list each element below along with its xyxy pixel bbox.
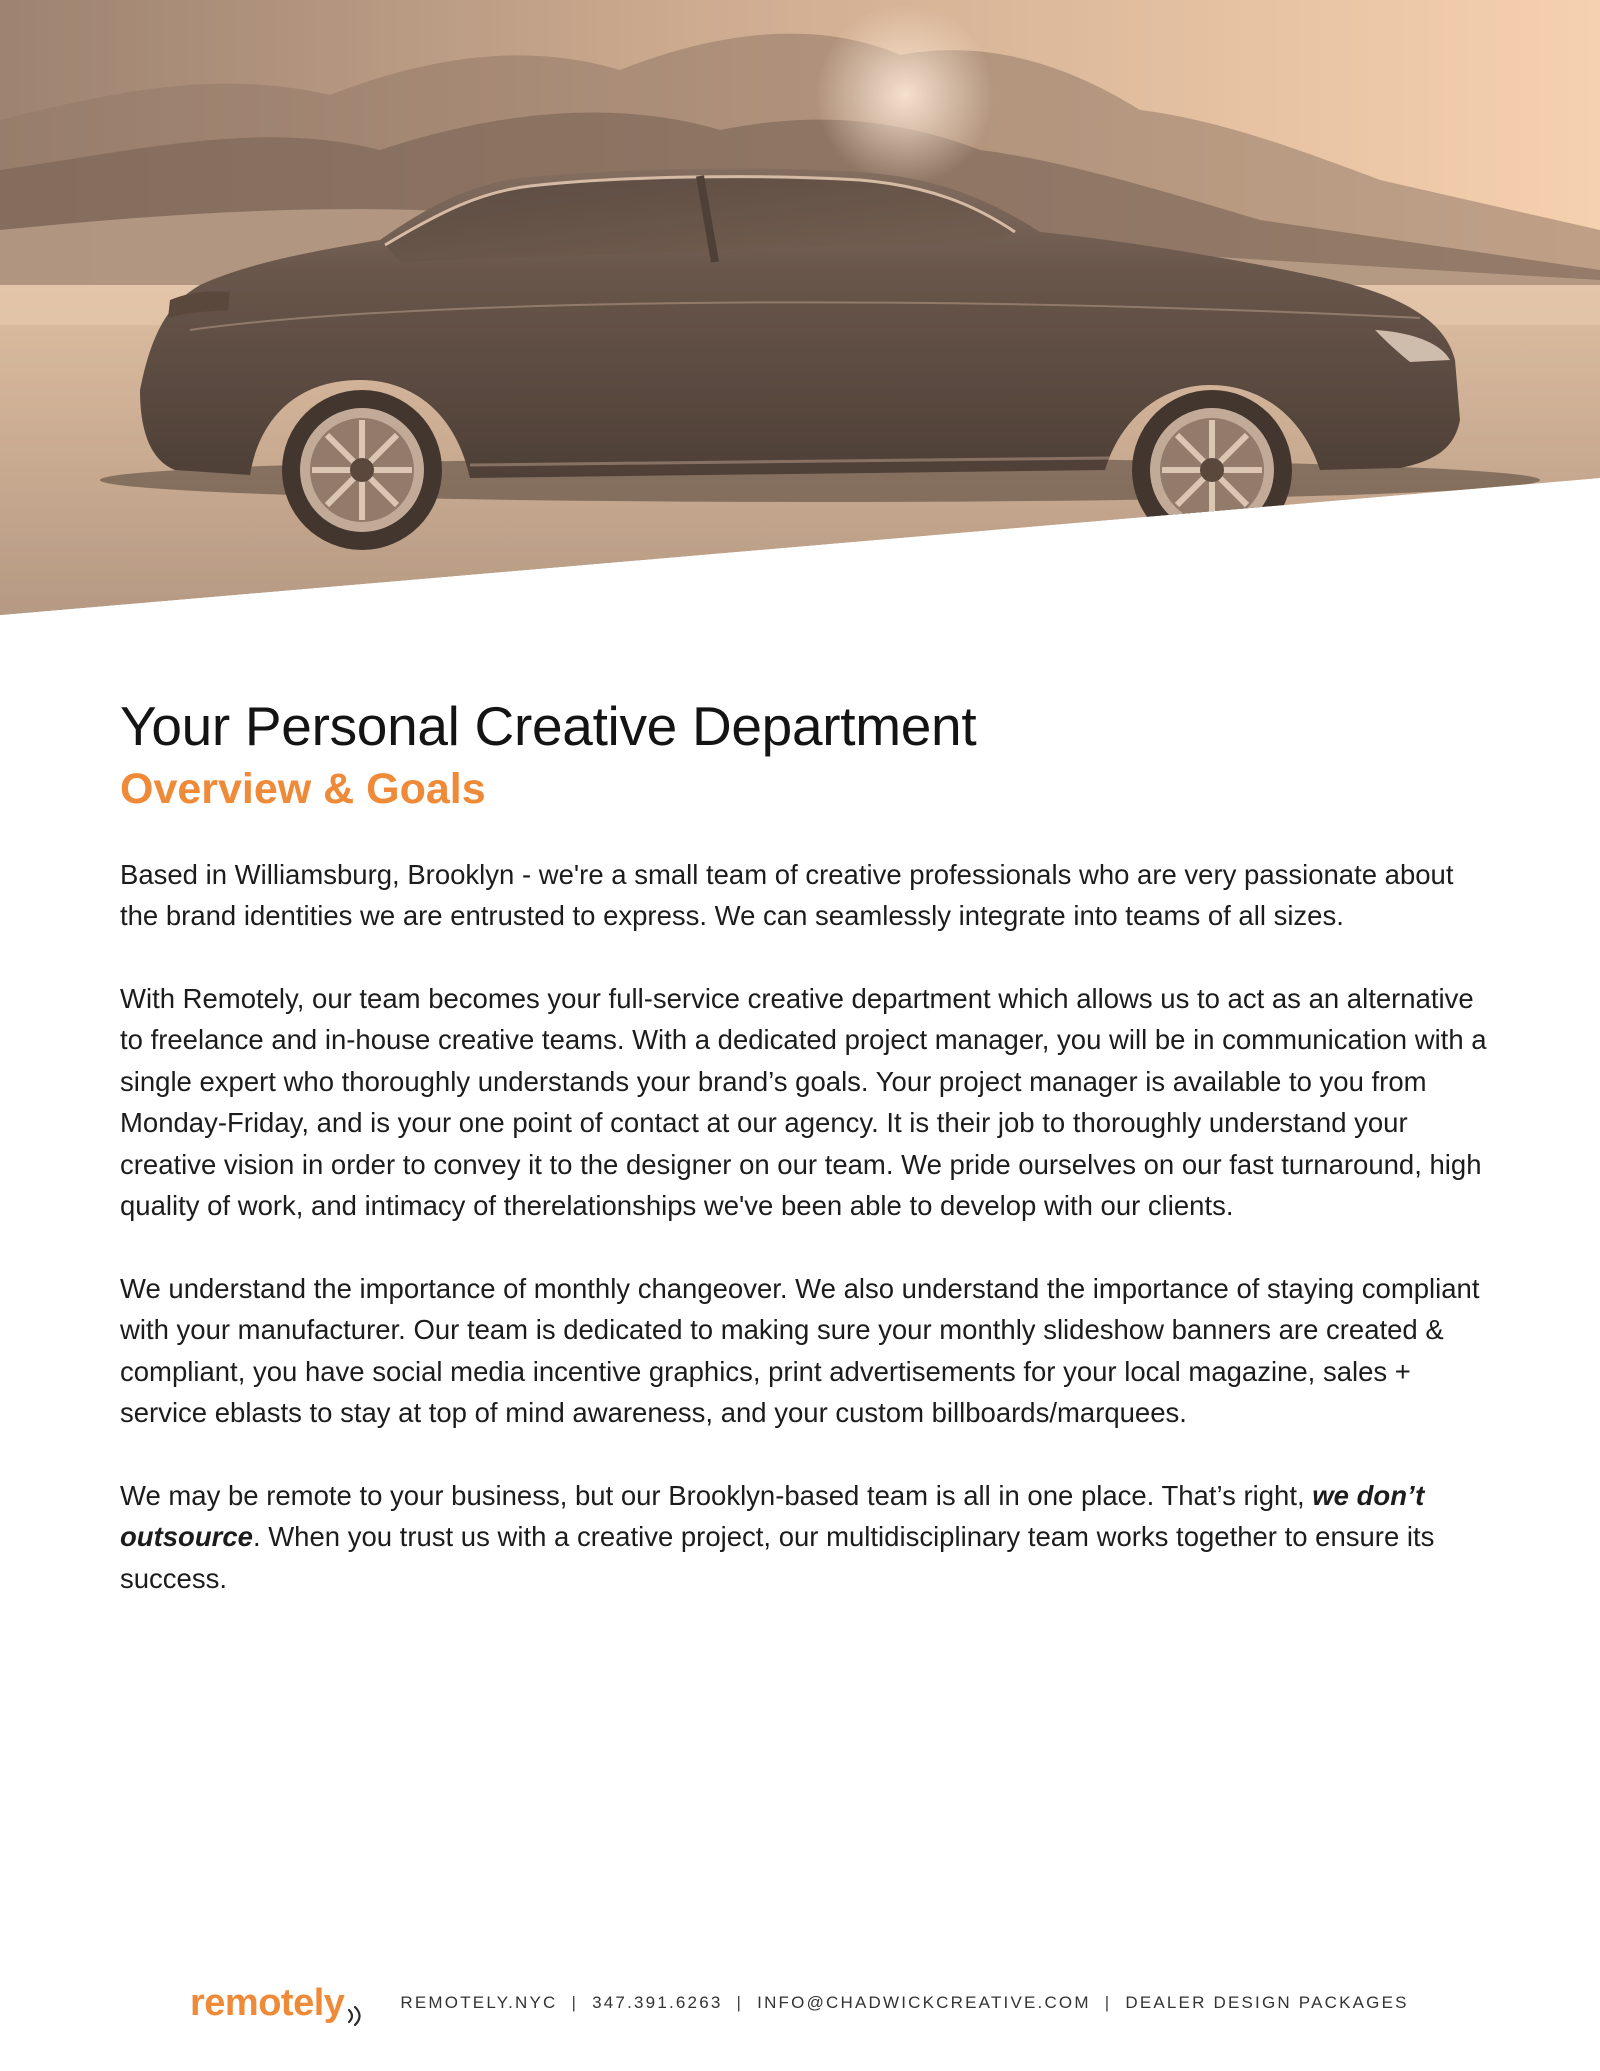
paragraph-team-text-after: . When you trust us with a creative project, our multidisciplinary team works together to ensure its success. (120, 1521, 1435, 1594)
footer-website-link[interactable]: REMOTELY.NYC (400, 1993, 558, 2012)
document-body (120, 695, 1490, 1640)
paragraph-compliance: We understand the importance of monthly changeover. We also understand the importance of staying compliant with your manufacturer. Our team is dedicated to making sure your monthly slideshow banners are created & compliant, you have social media incentive graphics, print advertisements for your local magazine, sales + service eblasts to stay at top of mind awareness, and your custom billboards/marquees. (120, 1272, 1480, 1429)
hero-car-illustration (0, 0, 1600, 620)
footer-tagline: DEALER DESIGN PACKAGES (1125, 1993, 1409, 2012)
footer-separator: | (1104, 1993, 1112, 2012)
logo-text: remotely (190, 1982, 345, 2024)
paragraph-intro: Based in Williamsburg, Brooklyn - we're a small team of creative professionals who are very passionate about the brand identities we are entrusted to express. We can seamlessly integrate into teams of all sizes. (120, 858, 1454, 932)
footer-phone[interactable]: 347.391.6263 (592, 1993, 723, 2012)
page-subtitle: Overview & Goals (120, 765, 486, 814)
paragraph-team-text-before: We may be remote to your business, but our Brooklyn-based team is all in one place. That’s right, (120, 1479, 1313, 1511)
paragraph-team (120, 1475, 1490, 1600)
remotely-logo (190, 1984, 366, 2022)
paragraph-team-emphasis: we don’t outsource (120, 1479, 1425, 1553)
page-title: Your Personal Creative Department (120, 695, 977, 757)
footer-separator: | (736, 1993, 744, 2012)
footer-email-link[interactable]: INFO@CHADWICKCREATIVE.COM (757, 1993, 1091, 2012)
signal-waves-icon (346, 2004, 366, 2026)
hero-image (0, 0, 1600, 620)
paragraph-service: With Remotely, our team becomes your full-service creative department which allows us to act as an alternative to freelance and in-house creative teams. With a dedicated project manager, you will be in communication with a single expert who thoroughly understands your brand’s goals. Your project manager is available to you from Monday-Friday, and is your one point of contact at our agency. It is their job to thoroughly understand your creative vision in order to convey it to the designer on our team. We pride ourselves on our fast turnaround, high quality of work, and intimacy of therelationships we've been able to develop with our clients. (120, 982, 1487, 1222)
footer-contact-info (400, 1993, 1408, 2013)
footer-separator: | (571, 1993, 579, 2012)
footer (190, 1978, 1409, 2028)
